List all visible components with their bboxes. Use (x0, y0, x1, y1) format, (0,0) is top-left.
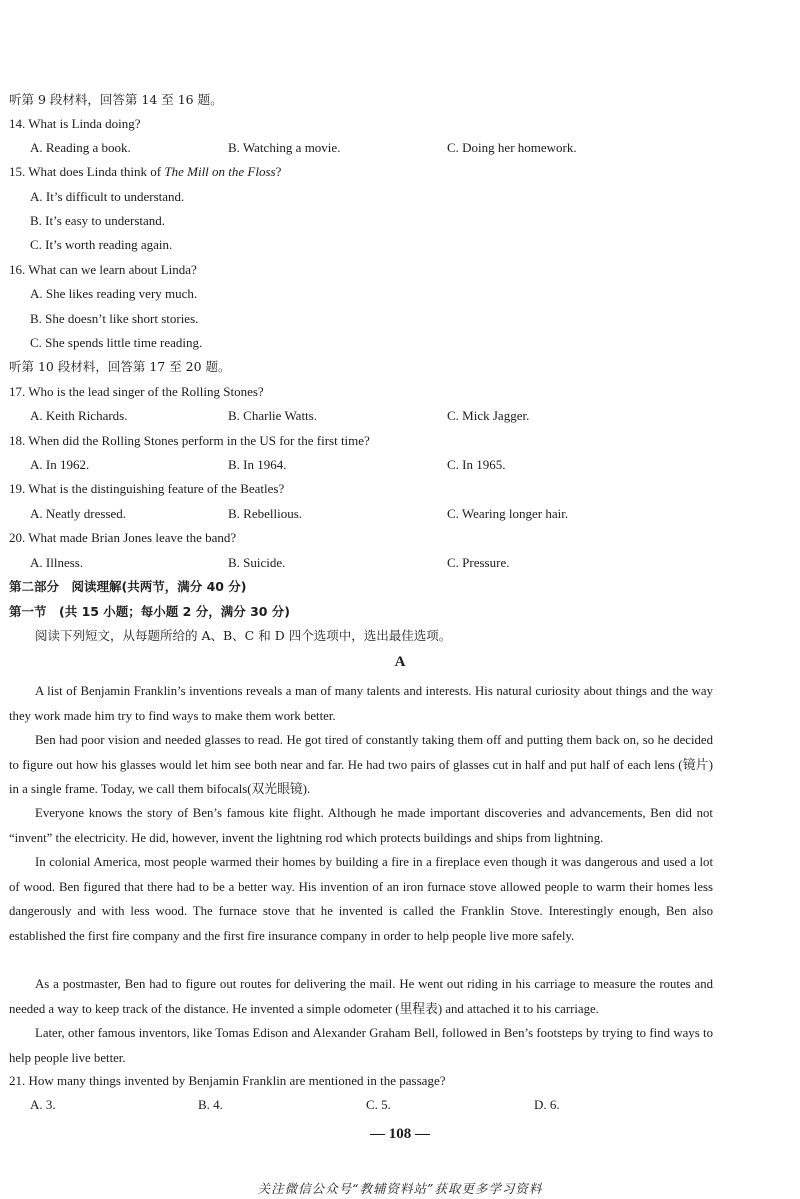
question-18-stem: 18. When did the Rolling Stones perform in the US for the first time? (9, 433, 370, 448)
question-20-stem: 20. What made Brian Jones leave the band? (9, 530, 237, 545)
passage-paragraph-3: Everyone knows the story of Ben’s famous kite flight. Although he made important discoveries and advancements, Ben did not “invent” the electricity. He did, however, invent the lightning rod which protects buildings and ships from lightning. (9, 806, 713, 845)
question-16-stem: 16. What can we learn about Linda? (9, 262, 197, 277)
passage-paragraph-4: In colonial America, most people warmed their homes by building a fire in a fireplace even though it was dangerous and used a lot of wood. Ben figured that there had to be a better way. His invention of an iron furnace stove allowed people to warm their homes less dangerously and with less wood. The furnace stove that he invented is called the Franklin Stove. Interestingly enough, Ben also established the first fire company and the first fire insurance company in order to help people live more safely. (9, 855, 713, 943)
question-17-stem: 17. Who is the lead singer of the Rolling Stones? (9, 384, 264, 399)
question-19-option-c: C. Wearing longer hair. (447, 506, 569, 521)
question-14-option-c: C. Doing her homework. (447, 140, 577, 155)
question-19-option-b: B. Rebellious. (228, 506, 303, 521)
page-number: — 108 — (370, 1126, 430, 1142)
question-16-option-b: B. She doesn’t like short stories. (30, 311, 199, 326)
question-21-option-c: C. 5. (366, 1097, 391, 1112)
listening-instruction-10: 听第 10 段材料，回答第 17 至 20 题。 (9, 359, 231, 374)
passage-paragraph-2: Ben had poor vision and needed glasses to read. He got tired of constantly taking them off and putting them back on, so he decided to figure out how his glasses would let him see both near and far. He had two pairs of glasses cut in half and put half of each lens (镜片) in a single frame. Today, we call them bifocals(双光眼镜). (9, 733, 713, 796)
question-15-option-b: B. It’s easy to understand. (30, 213, 166, 228)
section-one-heading: 第一节 (共 15 小题；每小题 2 分，满分 30 分) (9, 604, 291, 619)
part-two-heading: 第二部分 阅读理解(共两节，满分 40 分) (9, 579, 247, 594)
listening-instruction-9: 听第 9 段材料，回答第 14 至 16 题。 (9, 92, 223, 107)
book-title: The Mill on the Floss (164, 164, 276, 179)
question-17-option-a: A. Keith Richards. (30, 408, 128, 423)
question-18-option-c: C. In 1965. (447, 457, 506, 472)
question-14-stem: 14. What is Linda doing? (9, 116, 141, 131)
question-19-stem: 19. What is the distinguishing feature of the Beatles? (9, 481, 285, 496)
footer-promo-text: 关注微信公众号“教辅资料站”获取更多学习资料 (257, 1181, 543, 1196)
question-15-stem: 15. What does Linda think of The Mill on the Floss? (9, 164, 282, 179)
question-20-option-b: B. Suicide. (228, 555, 286, 570)
question-21-option-a: A. 3. (30, 1097, 56, 1112)
question-20-option-a: A. Illness. (30, 555, 84, 570)
passage-paragraph-1: A list of Benjamin Franklin’s inventions reveals a man of many talents and interests. His natural curiosity about things and the way they work made him try to find ways to make them work better. (9, 684, 713, 723)
passage-title: A (394, 654, 406, 670)
question-21-stem: 21. How many things invented by Benjamin Franklin are mentioned in the passage? (9, 1073, 446, 1088)
question-21-option-d: D. 6. (534, 1097, 560, 1112)
reading-instruction: 阅读下列短文，从每题所给的 A、B、C 和 D 四个选项中，选出最佳选项。 (35, 628, 452, 643)
question-15-option-c: C. It’s worth reading again. (30, 237, 173, 252)
question-16-option-a: A. She likes reading very much. (30, 286, 198, 301)
question-20-option-c: C. Pressure. (447, 555, 510, 570)
question-17-option-c: C. Mick Jagger. (447, 408, 530, 423)
question-19-option-a: A. Neatly dressed. (30, 506, 127, 521)
question-21-option-b: B. 4. (198, 1097, 223, 1112)
question-14-option-a: A. Reading a book. (30, 140, 131, 155)
question-18-option-b: B. In 1964. (228, 457, 287, 472)
question-14-option-b: B. Watching a movie. (228, 140, 341, 155)
question-15-option-a: A. It’s difficult to understand. (30, 189, 185, 204)
question-16-option-c: C. She spends little time reading. (30, 335, 203, 350)
question-18-option-a: A. In 1962. (30, 457, 90, 472)
passage-paragraph-6: Later, other famous inventors, like Tomas Edison and Alexander Graham Bell, followed in Ben’s footsteps by trying to find ways to help people live better. (9, 1026, 713, 1065)
passage-paragraph-5: As a postmaster, Ben had to figure out routes for delivering the mail. He went out riding in his carriage to measure the routes and needed a way to keep track of the distance. He invented a simple odometer (里程表) and attached it to his carriage. (9, 977, 713, 1016)
question-17-option-b: B. Charlie Watts. (228, 408, 317, 423)
